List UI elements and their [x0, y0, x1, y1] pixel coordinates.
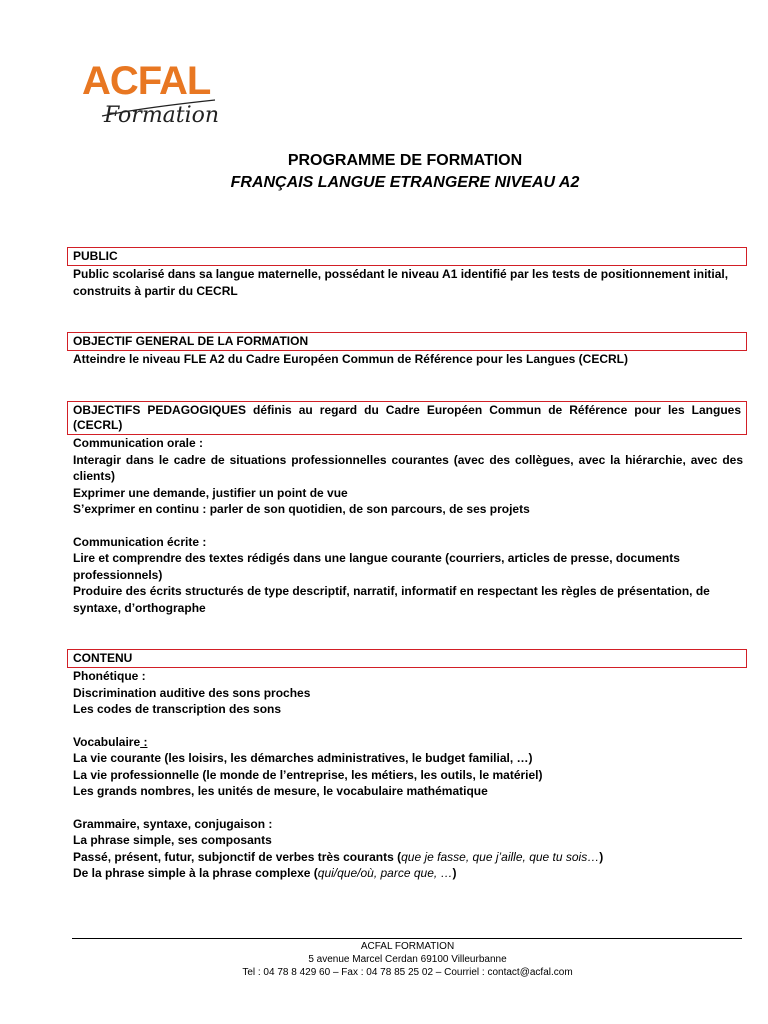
grammaire-item-close: ): [452, 866, 457, 880]
phonetique-heading: Phonétique :: [73, 669, 146, 683]
title-line-2: FRANÇAIS LANGUE ETRANGERE NIVEAU A2: [230, 174, 580, 191]
communication-orale-heading: Communication orale :: [73, 436, 204, 450]
grammaire-item-text: Passé, présent, futur, subjonctif de verbes très courants (: [73, 849, 402, 864]
section-objectifs-pedagogiques: [67, 401, 747, 616]
orale-item: Exprimer une demande, justifier un point de vue: [73, 485, 348, 500]
logo-brand-text: ACFAL: [82, 59, 211, 103]
phonetique-item: Les codes de transcription des sons: [73, 702, 282, 716]
contenu-body: [67, 668, 747, 882]
section-public: [67, 247, 747, 299]
footer-company: ACFAL FORMATION: [360, 941, 455, 952]
grammaire-item-text: De la phrase simple à la phrase complexe (: [73, 866, 318, 880]
acfal-logo-graphic: [80, 56, 230, 132]
document-title: [0, 150, 768, 194]
orale-item: S’exprimer en continu : parler de son quotidien, de son parcours, de ses projets: [73, 502, 530, 516]
phonetique-item: Discrimination auditive des sons proches: [73, 685, 311, 700]
objectifs-pedagogiques-body: [67, 435, 747, 616]
objectifs-pedagogiques-heading: OBJECTIFS PEDAGOGIQUES définis au regard du Cadre Européen Commun de Référence pour les Langues (CECRL): [67, 401, 747, 435]
section-objectif-general: [67, 332, 747, 368]
grammaire-item: [73, 849, 743, 866]
public-text: Public scolarisé dans sa langue maternelle, possédant le niveau A1 identifié par les tests de positionnement initial, construits à partir du CECRL: [73, 267, 729, 298]
grammaire-item-example: qui/que/où, parce que, …: [317, 866, 453, 880]
vocabulaire-item: La vie professionnelle (le monde de l’entreprise, les métiers, les outils, le matériel): [73, 767, 543, 782]
vocabulaire-item: La vie courante (les loisirs, les démarches administratives, le budget familial, …): [73, 751, 533, 765]
grammaire-item-example: que je fasse, que j’aille, que tu sois…: [401, 849, 600, 864]
ecrite-item: Lire et comprendre des textes rédigés dans une langue courante (courriers, articles de presse, documents professionnels): [73, 551, 680, 582]
acfal-logo: [80, 56, 230, 132]
grammaire-item: La phrase simple, ses composants: [73, 833, 272, 847]
orale-item: Interagir dans le cadre de situations professionnelles courantes (avec des collègues, avec la hiérarchie, avec des clients): [73, 452, 743, 483]
ecrite-item: Produire des écrits structurés de type descriptif, narratif, informatif en respectant les règles de présentation, de syntaxe, d’orthographe: [73, 584, 710, 615]
grammaire-item-close: ): [599, 849, 604, 864]
vocabulaire-heading-line: [73, 734, 743, 751]
objectif-general-heading: OBJECTIF GENERAL DE LA FORMATION: [67, 332, 747, 351]
grammaire-item: [73, 865, 743, 882]
footer-divider: [72, 938, 742, 939]
contenu-heading: CONTENU: [67, 649, 747, 668]
vocabulaire-item: Les grands nombres, les unités de mesure, le vocabulaire mathématique: [73, 784, 488, 798]
communication-ecrite-heading: Communication écrite :: [73, 534, 207, 549]
footer-contact: Tel : 04 78 8 429 60 – Fax : 04 78 85 25 02 – Courriel : contact@acfal.com: [242, 967, 573, 978]
section-contenu: [67, 649, 747, 882]
footer: [70, 940, 745, 979]
vocabulaire-heading: Vocabulaire: [73, 734, 141, 749]
grammaire-heading: Grammaire, syntaxe, conjugaison :: [73, 816, 273, 831]
objectif-general-text: Atteindre le niveau FLE A2 du Cadre Européen Commun de Référence pour les Langues (CECRL): [73, 352, 628, 366]
footer-address: 5 avenue Marcel Cerdan 69100 Villeurbanne: [308, 954, 507, 965]
vocabulaire-colon: :: [140, 734, 148, 749]
public-heading: PUBLIC: [67, 247, 747, 266]
logo-tagline-text: Formation: [104, 103, 220, 128]
title-line-1: PROGRAMME DE FORMATION: [287, 152, 523, 169]
